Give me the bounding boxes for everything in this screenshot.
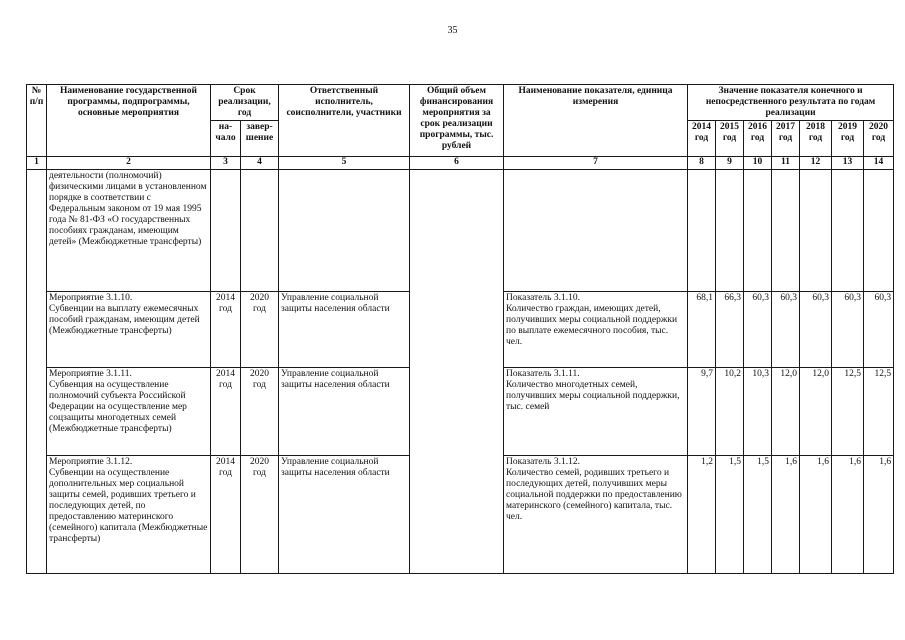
column-number: 13 <box>832 157 864 170</box>
indicator: Показатель 3.1.12. Количество семей, родивших третьего и последующих детей, получивших меры социальной поддержки по предоставлению материнского (семейного) капитала, тыс. чел. <box>504 456 688 574</box>
column-number: 1 <box>27 157 47 170</box>
column-number-row <box>27 157 894 170</box>
header-year: 2020 год <box>864 121 894 157</box>
column-number: 2 <box>47 157 211 170</box>
value-2014: 9,7 <box>688 368 716 456</box>
column-number: 10 <box>744 157 772 170</box>
header-number: № п/п <box>27 85 47 157</box>
empty-cell <box>772 170 800 292</box>
term-end: 2020 год <box>241 456 279 574</box>
empty-cell <box>211 170 241 292</box>
header-year: 2019 год <box>832 121 864 157</box>
term-start: 2014 год <box>211 292 241 368</box>
empty-cell <box>864 170 894 292</box>
empty-cell <box>800 170 832 292</box>
header-program-name: Наименование государственной программы, подпрограммы, основные мероприятия <box>47 85 211 157</box>
term-start: 2014 год <box>211 368 241 456</box>
program-table <box>26 84 894 574</box>
column-number: 12 <box>800 157 832 170</box>
header-responsible: Ответственный исполнитель, соисполнители, участники <box>279 85 410 157</box>
column-number: 11 <box>772 157 800 170</box>
measure-name: Мероприятие 3.1.12. Субвенции на осуществление дополнительных мер социальной защиты семей, родивших третьего и последующих детей, по предоставлению материнского (семейного) капитала (Межбюджетные трансферты) <box>47 456 211 574</box>
value-2016: 1,5 <box>744 456 772 574</box>
funding-cell <box>410 170 504 574</box>
value-2018: 60,3 <box>800 292 832 368</box>
value-2019: 60,3 <box>832 292 864 368</box>
column-number: 3 <box>211 157 241 170</box>
value-2016: 10,3 <box>744 368 772 456</box>
indicator: Показатель 3.1.10. Количество граждан, имеющих детей, получивших меры социальной поддержки по выплате ежемесячного пособия, тыс. чел. <box>504 292 688 368</box>
column-number: 14 <box>864 157 894 170</box>
empty-cell <box>716 170 744 292</box>
row-number-cell <box>27 170 47 574</box>
table-row <box>27 170 894 292</box>
empty-cell <box>504 170 688 292</box>
header-term-end: завер-шение <box>241 121 279 157</box>
value-2017: 1,6 <box>772 456 800 574</box>
column-number: 4 <box>241 157 279 170</box>
header-year: 2015 год <box>716 121 744 157</box>
responsible: Управление социальной защиты населения области <box>279 368 410 456</box>
measure-name: Мероприятие 3.1.10. Субвенции на выплату ежемесячных пособий гражданам, имеющим детей (Межбюджетные трансферты) <box>47 292 211 368</box>
header-term: Срок реализации, год <box>211 85 279 121</box>
empty-cell <box>279 170 410 292</box>
value-2019: 12,5 <box>832 368 864 456</box>
value-2014: 1,2 <box>688 456 716 574</box>
column-number: 7 <box>504 157 688 170</box>
measure-name: Мероприятие 3.1.11. Субвенция на осуществление полномочий субъекта Российской Федерации на осуществление мер соцзащиты многодетных семей (Межбюджетные трансферты) <box>47 368 211 456</box>
header-funding: Общий объем финансирования мероприятия за срок реализации программы, тыс. рублей <box>410 85 504 157</box>
value-2017: 12,0 <box>772 368 800 456</box>
header-year: 2018 год <box>800 121 832 157</box>
empty-cell <box>241 170 279 292</box>
value-2015: 1,5 <box>716 456 744 574</box>
empty-cell <box>744 170 772 292</box>
value-2020: 1,6 <box>864 456 894 574</box>
value-2018: 1,6 <box>800 456 832 574</box>
continuation-text: деятельности (полномочий) физическими лицами в установленном порядке в соответствии с Федеральным законом от 19 мая 1995 года № 81-ФЗ «О государственных пособиях гражданам, имеющим детей» (Межбюджетные трансферты) <box>47 170 211 292</box>
responsible: Управление социальной защиты населения области <box>279 456 410 574</box>
empty-cell <box>688 170 716 292</box>
value-2020: 12,5 <box>864 368 894 456</box>
header-year: 2017 год <box>772 121 800 157</box>
header-values-group: Значение показателя конечного и непосредственного результата по годам реализации <box>688 85 894 121</box>
column-number: 9 <box>716 157 744 170</box>
responsible: Управление социальной защиты населения области <box>279 292 410 368</box>
column-number: 5 <box>279 157 410 170</box>
value-2016: 60,3 <box>744 292 772 368</box>
header-year: 2016 год <box>744 121 772 157</box>
value-2017: 60,3 <box>772 292 800 368</box>
empty-cell <box>832 170 864 292</box>
term-end: 2020 год <box>241 368 279 456</box>
page-number: 35 <box>447 25 458 36</box>
column-number: 6 <box>410 157 504 170</box>
term-start: 2014 год <box>211 456 241 574</box>
term-end: 2020 год <box>241 292 279 368</box>
value-2015: 10,2 <box>716 368 744 456</box>
value-2014: 68,1 <box>688 292 716 368</box>
header-year: 2014 год <box>688 121 716 157</box>
value-2018: 12,0 <box>800 368 832 456</box>
header-indicator: Наименование показателя, единица измерения <box>504 85 688 157</box>
value-2015: 66,3 <box>716 292 744 368</box>
value-2020: 60,3 <box>864 292 894 368</box>
indicator: Показатель 3.1.11. Количество многодетных семей, получивших меры социальной поддержки, тыс. семей <box>504 368 688 456</box>
column-number: 8 <box>688 157 716 170</box>
value-2019: 1,6 <box>832 456 864 574</box>
header-term-start: на-чало <box>211 121 241 157</box>
